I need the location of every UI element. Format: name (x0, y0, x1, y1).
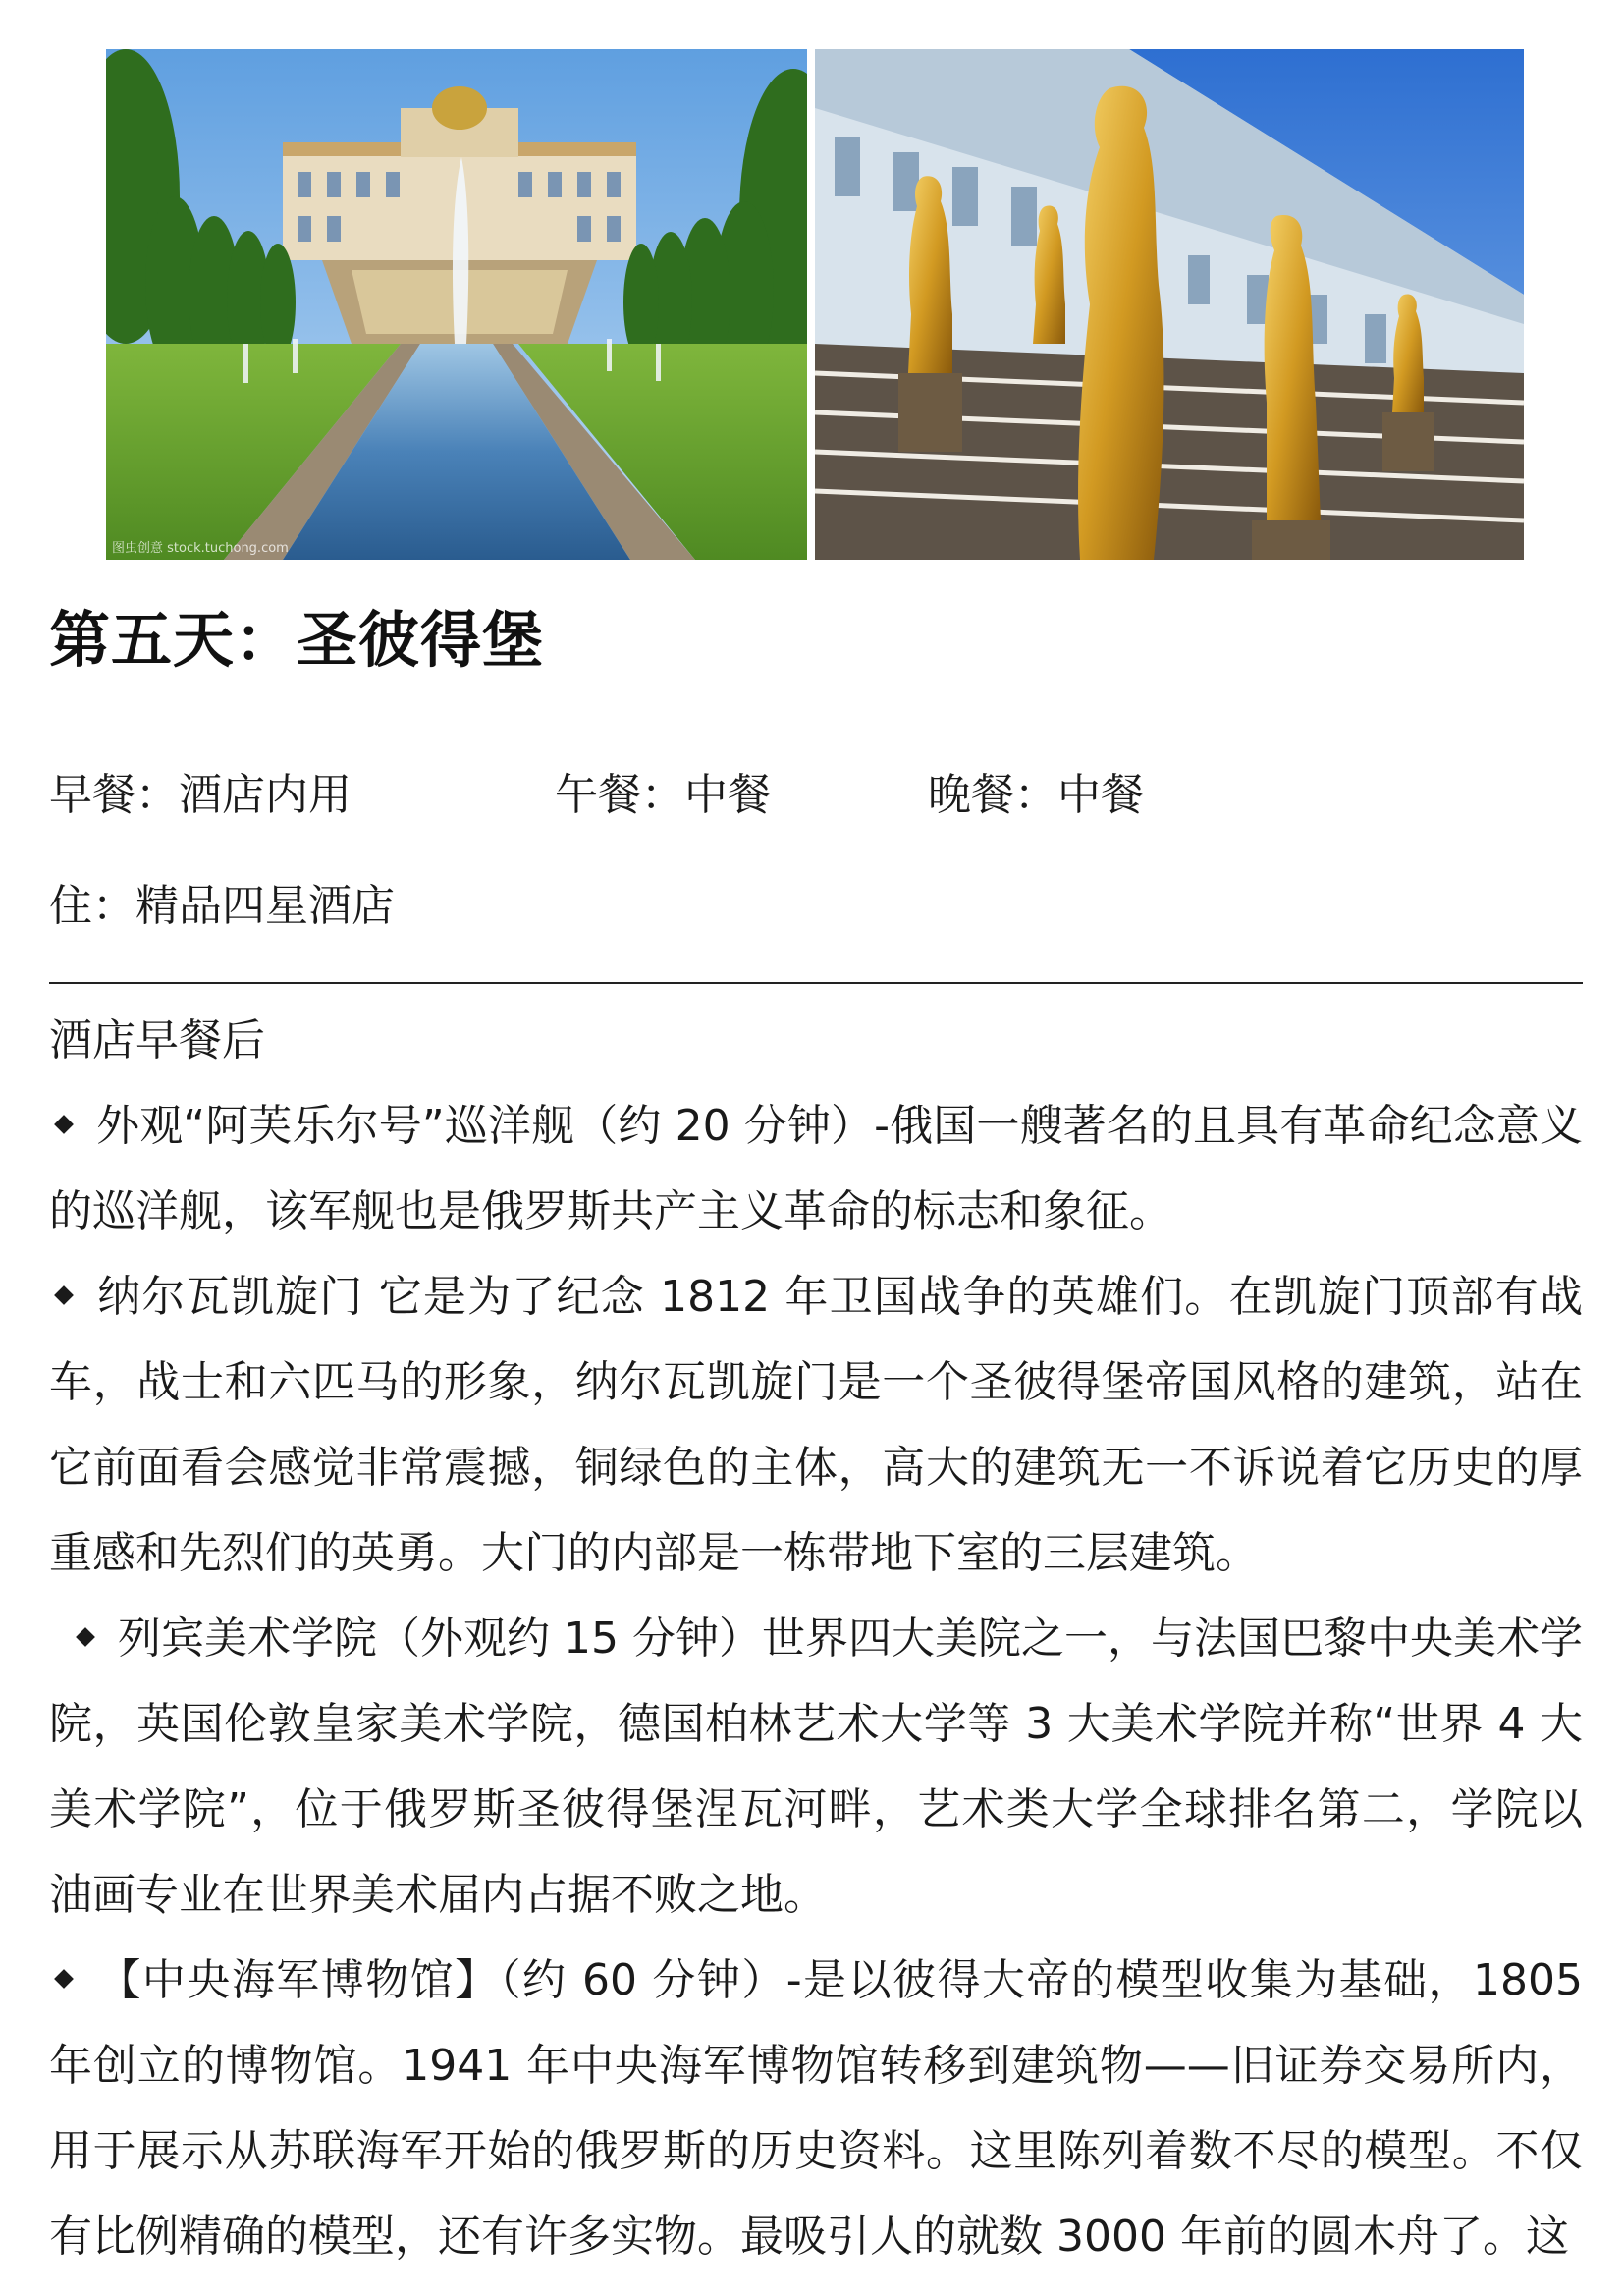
itinerary-item-naval-museum (49, 1938, 1583, 2279)
bullet-diamond-icon (54, 1969, 74, 1989)
peterhof-statues-illustration (815, 49, 1524, 560)
itinerary-item-text: 【中央海军博物馆】（约 60 分钟）-是以彼得大帝的模型收集为基础，1805 年创立的博物馆。1941 年中央海军博物馆转移到建筑物——旧证券交易所内，用于展示从苏联海军开始的俄罗斯的历史资料。这里陈列着数不尽的模型。不仅有比例精确的模型，还有许多实物。最吸引人的就数 3000 年前的圆木舟了。这 (49, 1955, 1583, 2262)
itinerary-item-text: 列宾美术学院（外观约 15 分钟）世界四大美院之一，与法国巴黎中央美术学院，英国伦敦皇家美术学院，德国柏林艺术大学等 3 大美术学院并称“世界 4 大美术学院”，位于俄罗斯圣彼得堡涅瓦河畔，艺术类大学全球排名第二，学院以油画专业在世界美术届内占据不败之地。 (49, 1613, 1583, 1920)
peterhof-statues-photo (815, 49, 1524, 560)
itinerary-item-repin-academy (49, 1596, 1583, 1938)
peterhof-cascade-photo (106, 49, 807, 560)
itinerary-item-text: 外观“阿芙乐尔号”巡洋舰（约 20 分钟）-俄国一艘著名的且具有革命纪念意义的巡洋舰，该军舰也是俄罗斯共产主义革命的标志和象征。 (49, 1101, 1583, 1236)
peterhof-cascade-illustration (106, 49, 807, 560)
section-divider (49, 982, 1583, 984)
bullet-diamond-icon (76, 1627, 95, 1647)
meal-dinner: 晚餐：中餐 (928, 770, 1144, 820)
meal-breakfast: 早餐：酒店内用 (49, 770, 352, 820)
day-title: 第五天：圣彼得堡 (49, 604, 545, 676)
photo-watermark: 图虫创意 stock.tuchong.com (112, 541, 289, 556)
bullet-diamond-icon (54, 1285, 74, 1305)
itinerary-intro: 酒店早餐后 (49, 1015, 265, 1066)
meal-lunch: 午餐：中餐 (555, 770, 771, 820)
lodging-info: 住：精品四星酒店 (49, 881, 395, 931)
bullet-diamond-icon (54, 1115, 74, 1134)
itinerary-item-text: 纳尔瓦凯旋门 它是为了纪念 1812 年卫国战争的英雄们。在凯旋门顶部有战车，战士和六匹马的形象，纳尔瓦凯旋门是一个圣彼得堡帝国风格的建筑，站在它前面看会感觉非常震撼，铜绿色的主体，高大的建筑无一不诉说着它历史的厚重感和先烈们的英勇。大门的内部是一栋带地下室的三层建筑。 (49, 1272, 1583, 1578)
itinerary-item-narva-gate (49, 1254, 1583, 1596)
itinerary-item-aurora (49, 1083, 1583, 1254)
itinerary (49, 998, 1583, 2279)
